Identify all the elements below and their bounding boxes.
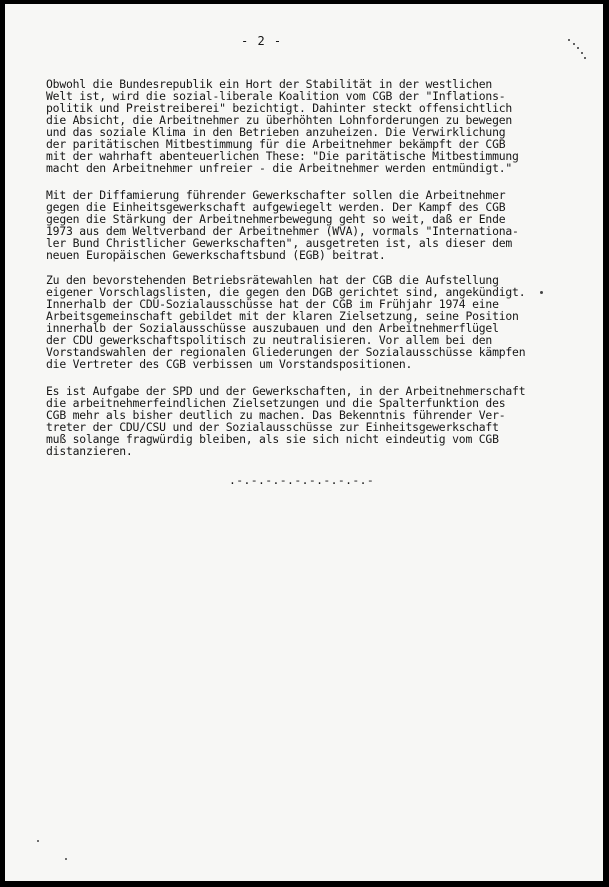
paragraph-line: ler Bund Christlicher Gewerkschaften", ausgetreten ist, als dieser dem bbox=[46, 236, 513, 250]
paragraph-line: Innerhalb der CDU-Sozialausschüsse hat der CGB im Frühjahr 1974 eine bbox=[46, 297, 499, 311]
paragraph-line: die Absicht, die Arbeitnehmer zu überhöhten Lohnforderungen zu bewegen bbox=[46, 113, 513, 127]
scan-speck bbox=[540, 291, 543, 294]
paragraph-line: neuen Europäischen Gewerkschaftsbund (EGB) beitrat. bbox=[46, 248, 386, 262]
paragraph-4 bbox=[46, 385, 576, 457]
paragraph-line: Zu den bevorstehenden Betriebsrätewahlen hat der CGB die Aufstellung bbox=[46, 273, 499, 287]
paragraph-3 bbox=[46, 274, 576, 370]
paragraph-line: Vorstandswahlen der regionalen Gliederungen der Sozialausschüsse kämpfen bbox=[46, 345, 526, 359]
end-divider: .-.-.-.-.-.-.-.-.-.- bbox=[229, 473, 375, 487]
paragraph-line: gegen die Stärkung der Arbeitnehmerbewegung geht so weit, daß er Ende bbox=[46, 212, 506, 226]
paragraph-line: Arbeitsgemeinschaft gebildet mit der klaren Zielsetzung, seine Position bbox=[46, 309, 519, 323]
paragraph-line: mit der wahrhaft abenteuerlichen These: "Die paritätische Mitbestimmung bbox=[46, 149, 519, 163]
scan-speck bbox=[37, 840, 39, 842]
paragraph-line: 1973 aus dem Weltverband der Arbeitnehmer (WVA), vormals "Internationa- bbox=[46, 224, 519, 238]
paragraph-line: eigener Vorschlagslisten, die gegen den DGB gerichtet sind, angekündigt. bbox=[46, 285, 526, 299]
paragraph-line: macht den Arbeitnehmer unfreier - die Arbeitnehmer werden entmündigt." bbox=[46, 161, 513, 175]
paragraph-line: treter der CDU/CSU und der Sozialausschüsse zur Einheitsgewerkschaft bbox=[46, 420, 499, 434]
paragraph-line: Welt ist, wird die sozial-liberale Koalition vom CGB der "Inflations- bbox=[46, 89, 506, 103]
paragraph-line: politik und Preistreiberei" bezichtigt. Dahinter steckt offensichtlich bbox=[46, 101, 513, 115]
paragraph-line: innerhalb der Sozialausschüsse auszubauen und den Arbeitnehmerflügel bbox=[46, 321, 499, 335]
paragraph-line: gegen die Einheitsgewerkschaft aufgewiegelt werden. Der Kampf des CGB bbox=[46, 200, 506, 214]
corner-scan-mark bbox=[567, 38, 589, 64]
paragraph-line: der CDU gewerkschaftspolitisch zu neutralisieren. Vor allem bei den bbox=[46, 333, 493, 347]
paragraph-2 bbox=[46, 189, 576, 261]
paragraph-line: CGB mehr als bisher deutlich zu machen. Das Bekenntnis führender Ver- bbox=[46, 408, 506, 422]
paragraph-line: Es ist Aufgabe der SPD und der Gewerkschaften, in der Arbeitnehmerschaft bbox=[46, 384, 526, 398]
page-number: - 2 - bbox=[241, 34, 283, 48]
paragraph-line: der paritätischen Mitbestimmung für die Arbeitnehmer bekämpft der CGB bbox=[46, 137, 506, 151]
scan-speck bbox=[65, 858, 67, 860]
paragraph-line: und das soziale Klima in den Betrieben anzuheizen. Die Verwirklichung bbox=[46, 125, 506, 139]
paragraph-line: Mit der Diffamierung führender Gewerkschafter sollen die Arbeitnehmer bbox=[46, 188, 506, 202]
paragraph-line: die Vertreter des CGB verbissen um Vorstandspositionen. bbox=[46, 357, 413, 371]
paragraph-1 bbox=[46, 78, 576, 174]
paragraph-line: muß solange fragwürdig bleiben, als sie sich nicht eindeutig vom CGB bbox=[46, 432, 499, 446]
document-page bbox=[5, 4, 603, 881]
paragraph-line: die arbeitnehmerfeindlichen Zielsetzungen und die Spalterfunktion des bbox=[46, 396, 506, 410]
paragraph-line: Obwohl die Bundesrepublik ein Hort der Stabilität in der westlichen bbox=[46, 77, 493, 91]
paragraph-line: distanzieren. bbox=[46, 444, 133, 458]
